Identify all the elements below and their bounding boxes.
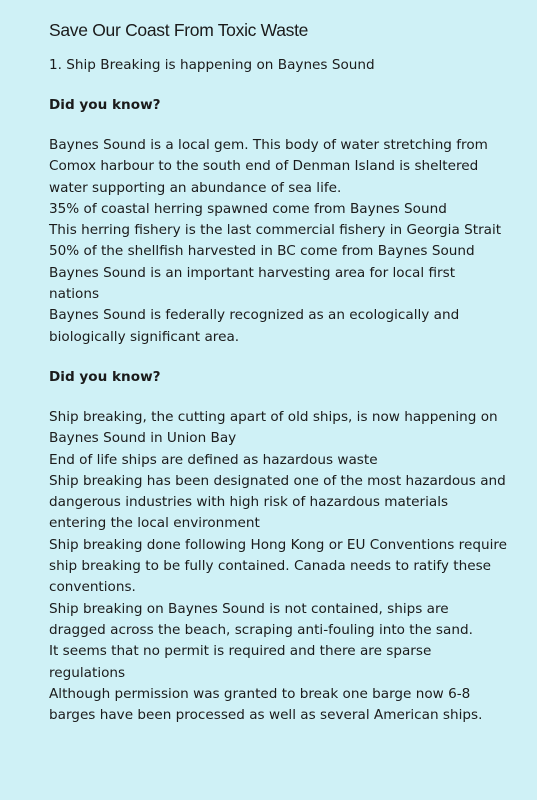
section-heading: 1. Ship Breaking is happening on Baynes Sound: [49, 57, 375, 73]
did-you-know-heading-2: Did you know?: [49, 368, 161, 385]
fact-line: Ship breaking, the cutting apart of old ships, is now happening on Baynes Sound in Union Bay: [49, 408, 498, 447]
fact-line: End of life ships are defined as hazardous waste: [49, 451, 378, 468]
fact-line: Ship breaking done following Hong Kong or EU Conventions require ship breaking to be fully contained. Canada needs to ratify these conventions.: [49, 536, 508, 596]
fact-line: Although permission was granted to break one barge now 6-8 barges have been processed as well as several American ships.: [49, 685, 483, 724]
fact-block-2: [49, 407, 507, 726]
fact-line: 50% of the shellfish harvested in BC come from Baynes Sound: [49, 243, 475, 260]
fact-line: Baynes Sound is an important harvesting area for local first nations: [49, 264, 456, 303]
fact-line: 35% of coastal herring spawned come from Baynes Sound: [49, 200, 447, 217]
fact-line: This herring fishery is the last commercial fishery in Georgia Strait: [49, 222, 502, 239]
fact-line: Ship breaking on Baynes Sound is not contained, ships are dragged across the beach, scraping anti-fouling into the sand.: [49, 600, 473, 638]
fact-line: Baynes Sound is federally recognized as an ecologically and biologically significant area.: [49, 307, 460, 345]
fact-block-1: [49, 135, 507, 348]
page-title: Save Our Coast From Toxic Waste: [49, 20, 309, 40]
fact-line: It seems that no permit is required and there are sparse regulations: [49, 643, 432, 681]
fact-line: Ship breaking has been designated one of the most hazardous and dangerous industries with high risk of hazardous materials entering the local environment: [49, 472, 506, 532]
fact-line: Baynes Sound is a local gem. This body of water stretching from Comox harbour to the south end of Denman Island is sheltered water supporting an abundance of sea life.: [49, 137, 488, 196]
did-you-know-heading-1: Did you know?: [49, 97, 161, 113]
